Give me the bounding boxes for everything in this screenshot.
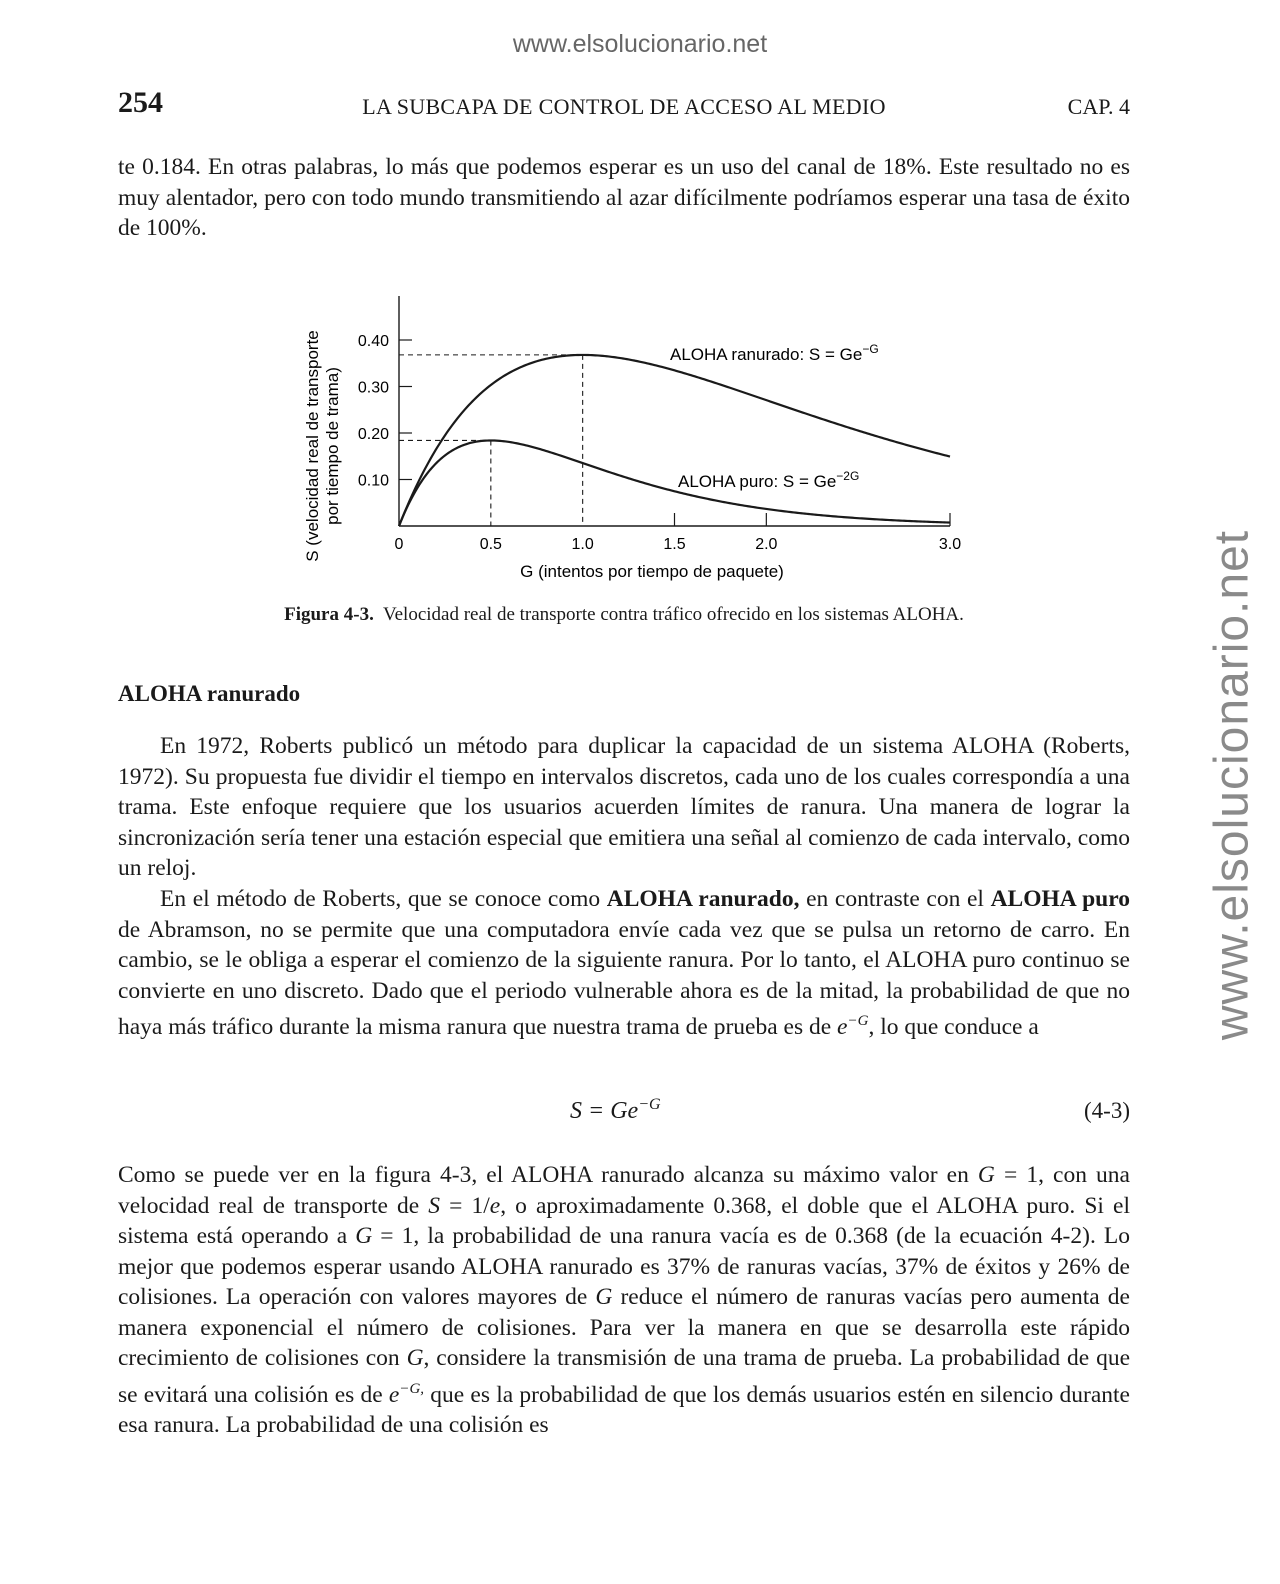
math-e: e — [489, 1192, 501, 1219]
math-g: G — [977, 1162, 995, 1188]
math-s: S — [428, 1192, 441, 1219]
math-g: G — [406, 1345, 424, 1371]
p3-text-f: = 1, la probabilidad de una ranura vacía es de 0.368 (de la ecuación 4-2). Lo mejor que podemos esperar usando ALOHA ranurado es 37% de ranuras vacías, 37% de éxitos y 26% de colisiones. La operación con valores mayores de — [118, 1223, 1130, 1310]
y-tick-label: 0.20 — [357, 426, 389, 443]
math-e: e — [388, 1381, 400, 1408]
series-label-slotted-main: ALOHA ranurado: S = Ge — [670, 345, 863, 364]
y-tick-label: 0.30 — [357, 379, 389, 397]
figure-caption — [0, 604, 1248, 626]
intro-paragraph: te 0.184. En otras palabras, lo más que podemos esperar es un uso del canal de 18%. Este resultado no es muy alentador, pero con todo mundo transmitiendo al azar difícilmente podríamos esperar una tasa de éxito de 100%. — [118, 154, 1130, 241]
math-g: G — [595, 1284, 613, 1310]
page-header — [118, 86, 1130, 126]
paragraph-3 — [118, 1160, 1130, 1440]
p3-text-a: Como se puede ver en la figura 4-3, el ALOHA ranurado alcanza su máximo valor en — [118, 1162, 978, 1188]
x-tick-label: 1.5 — [663, 536, 686, 553]
y-axis-label-line1: S (velocidad real de transporte — [303, 330, 322, 562]
y-tick-label: 0.40 — [357, 333, 389, 350]
series-label-slotted-exp: −G — [862, 342, 879, 356]
p3-text-j: que es la probabilidad de que los demás usuarios estén en silencio durante esa ranura. La probabilidad de una colisión es — [118, 1381, 1130, 1438]
y-axis-label-line2: por tiempo de trama) — [323, 367, 342, 525]
term-pure-aloha: ALOHA puro — [990, 886, 1130, 912]
paragraph-2 — [118, 884, 1130, 1042]
figure-caption-text: Velocidad real de transporte contra tráfico ofrecido en los sistemas ALOHA. — [383, 604, 964, 625]
p3-text-b: = 1, con una velocidad real de transporte de — [118, 1162, 1130, 1219]
equation-number: (4-3) — [1084, 1098, 1130, 1123]
equation-exponent: −G — [638, 1096, 661, 1113]
series-label-pure — [678, 469, 859, 491]
p2-text-a: En el método de Roberts, que se conoce como — [160, 886, 607, 912]
p2-text-c: en contraste con el — [799, 886, 991, 912]
math-exponent: −G, — [399, 1380, 425, 1397]
p3-text-i: , considere la transmisión de una trama de prueba. La probabilidad de que se evitará una colisión es de — [118, 1345, 1130, 1408]
equation-lhs: S = Ge — [570, 1098, 639, 1124]
x-tick-label: 1.0 — [571, 536, 594, 553]
watermark-top: www.elsolucionario.net — [512, 30, 768, 58]
section-heading: ALOHA ranurado — [118, 681, 301, 706]
math-e: e — [837, 1013, 848, 1040]
x-axis-label: G (intentos por tiempo de paquete) — [520, 562, 784, 581]
y-tick-label: 0.10 — [357, 472, 389, 490]
page-number: 254 — [118, 86, 163, 119]
p3-text-d: , o aproximadamente 0.368, el doble que el ALOHA puro. Si el sistema está operando a — [118, 1192, 1130, 1249]
series-label-pure-main: ALOHA puro: S = Ge — [678, 472, 837, 491]
running-title: LA SUBCAPA DE CONTROL DE ACCESO AL MEDIO — [362, 94, 886, 119]
x-tick-label: 0.5 — [479, 536, 502, 553]
chapter-label: CAP. 4 — [1067, 94, 1130, 119]
x-tick-label: 3.0 — [938, 536, 962, 553]
term-slotted-aloha: ALOHA ranurado, — [606, 886, 800, 912]
figure-caption-label: Figura 4-3. — [284, 604, 374, 625]
math-g: G — [355, 1223, 373, 1249]
figure-4-3 — [280, 286, 980, 586]
p3-text-h: reduce el número de ranuras vacías pero aumenta de manera exponencial el número de colisiones. Para ver la manera en que se desarrolla este rápido crecimiento de colisiones con — [118, 1284, 1130, 1371]
p3-text-c: = 1/ — [440, 1192, 490, 1219]
paragraph-1: En 1972, Roberts publicó un método para duplicar la capacidad de un sistema ALOHA (Roberts, 1972). Su propuesta fue dividir el tiempo en intervalos discretos, cada uno de los cuales correspondía a una trama. Este enfoque requiere que los usuarios acuerden límites de ranura. Una manera de lograr la sincronización sería tener una estación especial que emitiera una señal al comienzo de cada intervalo, como un reloj. — [118, 733, 1130, 881]
throughput-chart — [280, 286, 980, 586]
equation-4-3 — [570, 1096, 661, 1125]
p2-text-f: , lo que conduce a — [868, 1013, 1039, 1040]
math-exponent: −G — [847, 1013, 869, 1029]
p2-text-d: de Abramson, no se permite que una computadora envíe cada vez que se pulsa un retorno de carro. En cambio, se le obliga a esperar el comienzo de la siguiente ranura. Por lo tanto, el ALOHA puro continuo se convierte en uno discreto. Dado que el periodo vulnerable ahora es de la mitad, la probabilidad de que no haya más tráfico durante la misma ranura que nuestra trama de prueba es de — [118, 916, 1130, 1040]
watermark-side: www.elsolucionario.net — [1205, 529, 1259, 1041]
x-tick-label: 2.0 — [755, 536, 778, 553]
series-label-slotted — [670, 342, 879, 364]
series-label-pure-exp: −2G — [836, 469, 860, 483]
x-tick-label: 0 — [394, 536, 404, 553]
chart-curves — [399, 355, 950, 526]
y-axis-label — [303, 330, 342, 562]
